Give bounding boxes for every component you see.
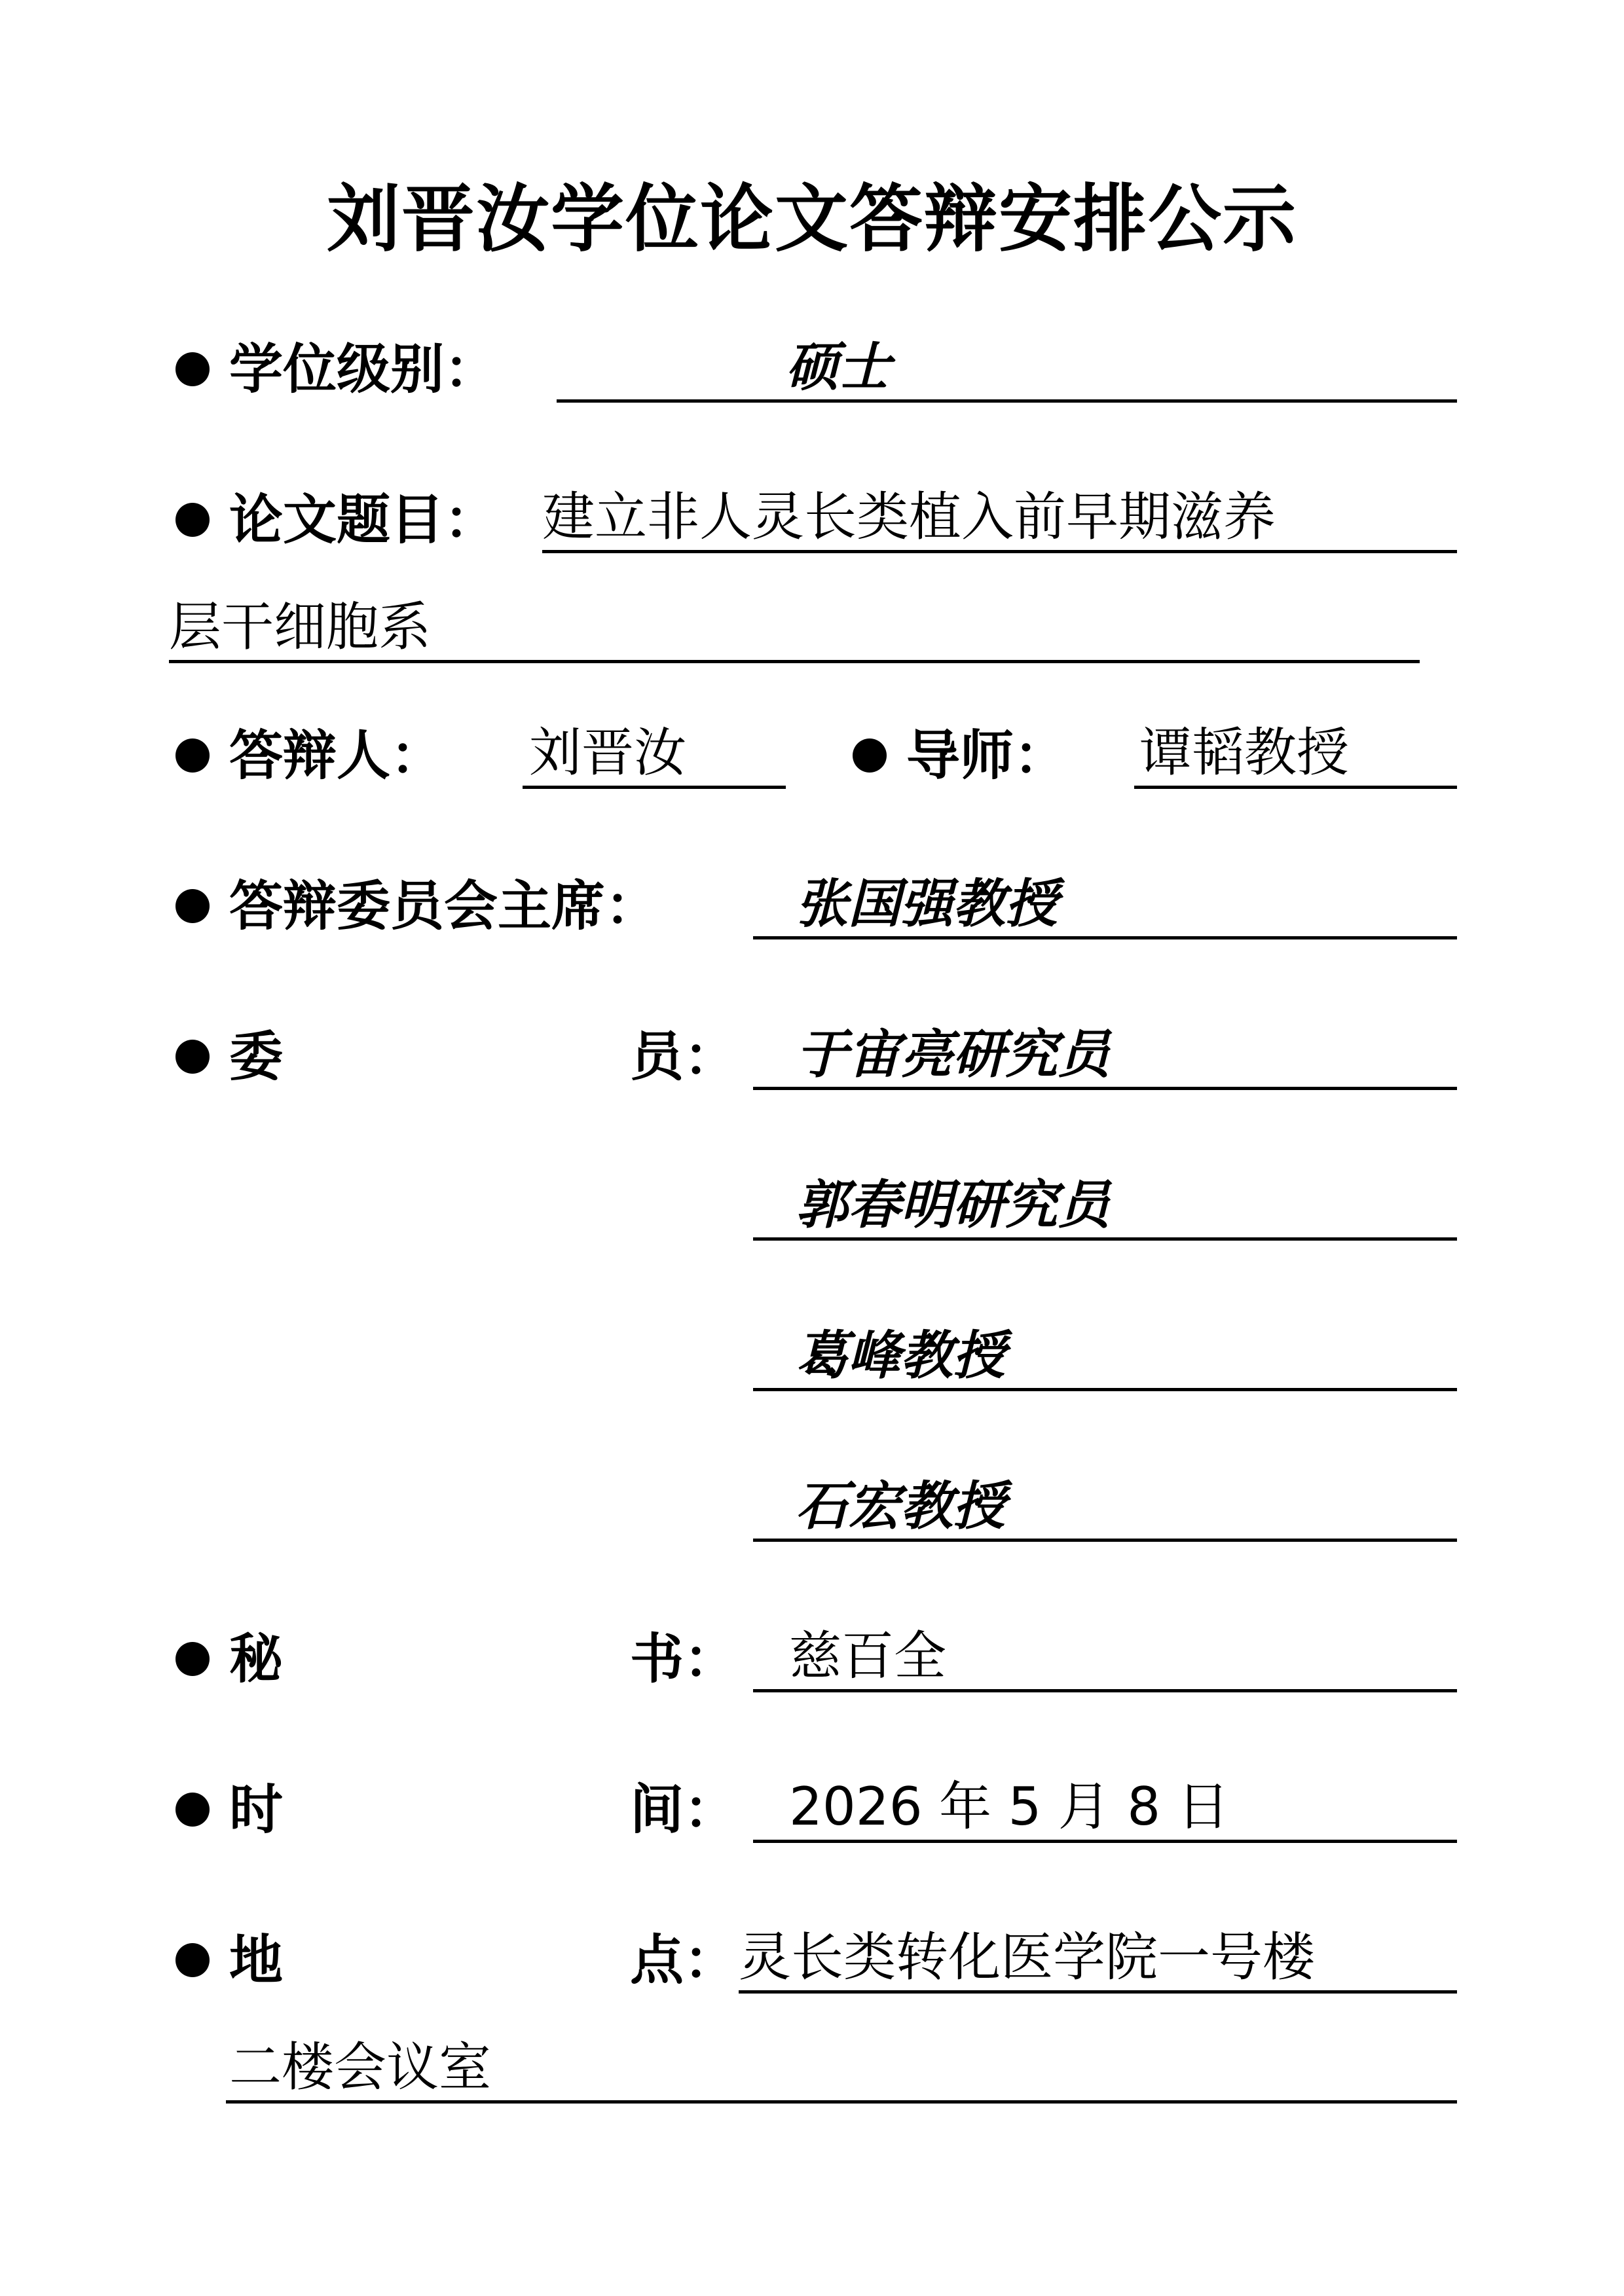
bullet-icon	[175, 352, 210, 386]
degree-label: 学位级别：	[229, 338, 498, 401]
thesis-value-line2: 层干细胞系	[169, 596, 431, 657]
member-name: 石宏教授	[796, 1475, 1005, 1537]
bullet-icon	[175, 1943, 210, 1977]
advisor-label: 导师：	[906, 724, 1068, 787]
time-label-b: 间：	[630, 1778, 738, 1841]
location-value-line2: 二楼会议室	[229, 2037, 491, 2098]
member-name: 郭春明研究员	[796, 1174, 1110, 1235]
member-name: 于宙亮研究员	[796, 1023, 1110, 1085]
location-label-b: 点：	[630, 1929, 738, 1992]
member-name: 葛峰教授	[796, 1324, 1005, 1386]
secretary-label-a: 秘	[229, 1628, 284, 1690]
defender-label: 答辩人：	[229, 724, 445, 787]
bullet-icon	[853, 738, 887, 773]
bullet-icon	[175, 1793, 210, 1827]
chair-label: 答辩委员会主席：	[229, 875, 659, 938]
thesis-value-line1: 建立非人灵长类植入前早期滋养	[542, 486, 1276, 547]
bullet-icon	[175, 738, 210, 773]
members-label-a: 委	[229, 1025, 284, 1088]
advisor-value: 谭韬教授	[1139, 722, 1349, 783]
location-value-line1: 灵长类转化医学院一号楼	[739, 1927, 1315, 1988]
defender-value: 刘晋汝	[529, 722, 686, 783]
chair-value: 张国强教授	[796, 873, 1058, 934]
secretary-value: 慈百全	[789, 1626, 946, 1686]
time-value: 2026 年 5 月 8 日	[789, 1776, 1230, 1837]
bullet-icon	[175, 503, 210, 537]
location-label-a: 地	[229, 1929, 284, 1992]
members-label-b: 员：	[630, 1025, 738, 1088]
bullet-icon	[175, 1642, 210, 1676]
secretary-label-b: 书：	[630, 1628, 738, 1690]
degree-value: 硕士	[786, 336, 891, 397]
bullet-icon	[175, 889, 210, 923]
degree-underline	[557, 334, 1457, 403]
page-title: 刘晋汝学位论文答辩安排公示	[327, 177, 1297, 262]
time-label-a: 时	[229, 1778, 284, 1841]
bullet-icon	[175, 1040, 210, 1074]
thesis-label: 论文题目：	[229, 488, 498, 551]
